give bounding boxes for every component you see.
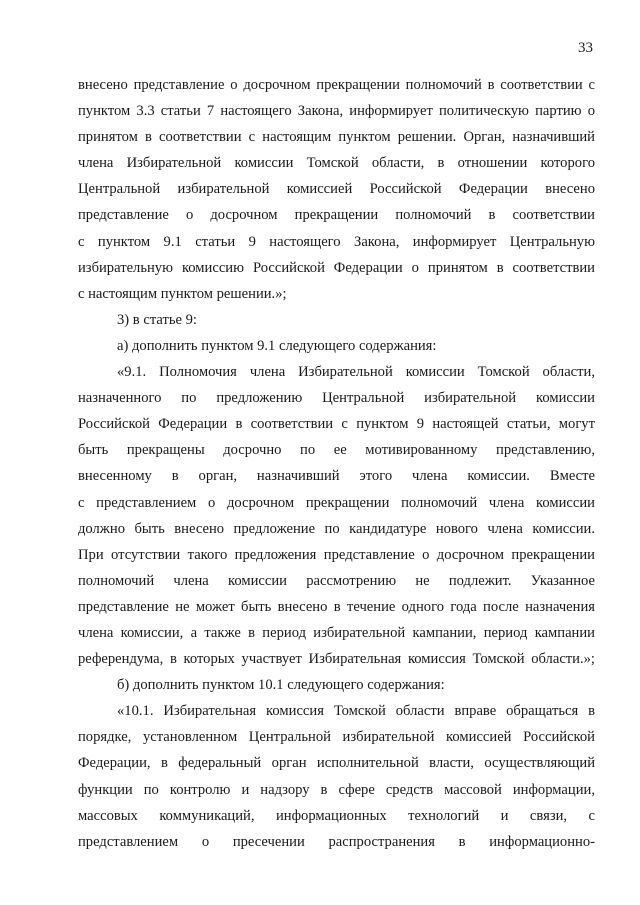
text-line: «10.1. Избирательная комиссия Томской области вправе обращаться в [117,703,595,720]
text-line: При отсутствии такого предложения представление о досрочном прекращении [78,546,595,563]
text-line: Российской Федерации в соответствии с пунктом 9 настоящей статьи, могут [78,416,595,433]
text-line: с настоящим пунктом решении.»; [78,285,287,302]
text-line: «9.1. Полномочия члена Избирательной комиссии Томской области, [117,364,595,381]
text-line: 3) в статье 9: [117,311,197,328]
text-line: Центральной избирательной комиссией Российской Федерации внесено [78,181,595,198]
text-line: избирательную комиссию Российской Федерации о принятом в соответствии [78,259,595,276]
text-line: Федерации, в федеральный орган исполнительной власти, осуществляющий [78,755,595,772]
text-line: внесено представление о досрочном прекращении полномочий в соответствии с [78,77,595,93]
law-text-body [78,72,595,855]
text-line: принятом в соответствии с настоящим пунктом решении. Орган, назначивший [78,129,595,146]
page-number: 33 [578,40,593,56]
text-line: референдума, в которых участвует Избирательная комиссия Томской области.»; [78,651,595,668]
text-line: внесенному в орган, назначивший этого члена комиссии. Вместе [78,468,595,485]
text-line: должно быть внесено предложение по кандидатуре нового члена комиссии. [78,520,595,537]
text-line: представление не может быть внесено в течение одного года после назначения [78,598,595,615]
text-line: функции по контролю и надзору в сфере средств массовой информации, [78,781,595,798]
text-line: полномочий члена комиссии рассмотрению не подлежит. Указанное [78,572,595,589]
text-line: быть прекращены досрочно по ее мотивированному представлению, [78,442,595,459]
text-line: массовых коммуникаций, информационных технологий и связи, с [78,807,595,824]
text-line: а) дополнить пунктом 9.1 следующего содержания: [117,337,437,354]
text-line: пунктом 3.3 статьи 7 настоящего Закона, информирует политическую партию о [78,103,595,120]
text-line: представлением о пресечении распространения в информационно- [78,833,595,850]
text-line: назначенного по предложению Центральной избирательной комиссии [78,390,595,407]
text-line: представление о досрочном прекращении полномочий в соответствии [78,207,595,224]
text-line: порядке, установленном Центральной избирательной комиссией Российской [78,729,595,746]
text-line: члена Избирательной комиссии Томской области, в отношении которого [78,155,595,172]
text-line: с представлением о досрочном прекращении полномочий члена комиссии [78,494,595,511]
text-line: б) дополнить пунктом 10.1 следующего содержания: [117,677,445,694]
text-line: с пунктом 9.1 статьи 9 настоящего Закона, информирует Центральную [78,233,595,250]
text-line: члена комиссии, а также в период избирательной кампании, период кампании [78,624,595,641]
